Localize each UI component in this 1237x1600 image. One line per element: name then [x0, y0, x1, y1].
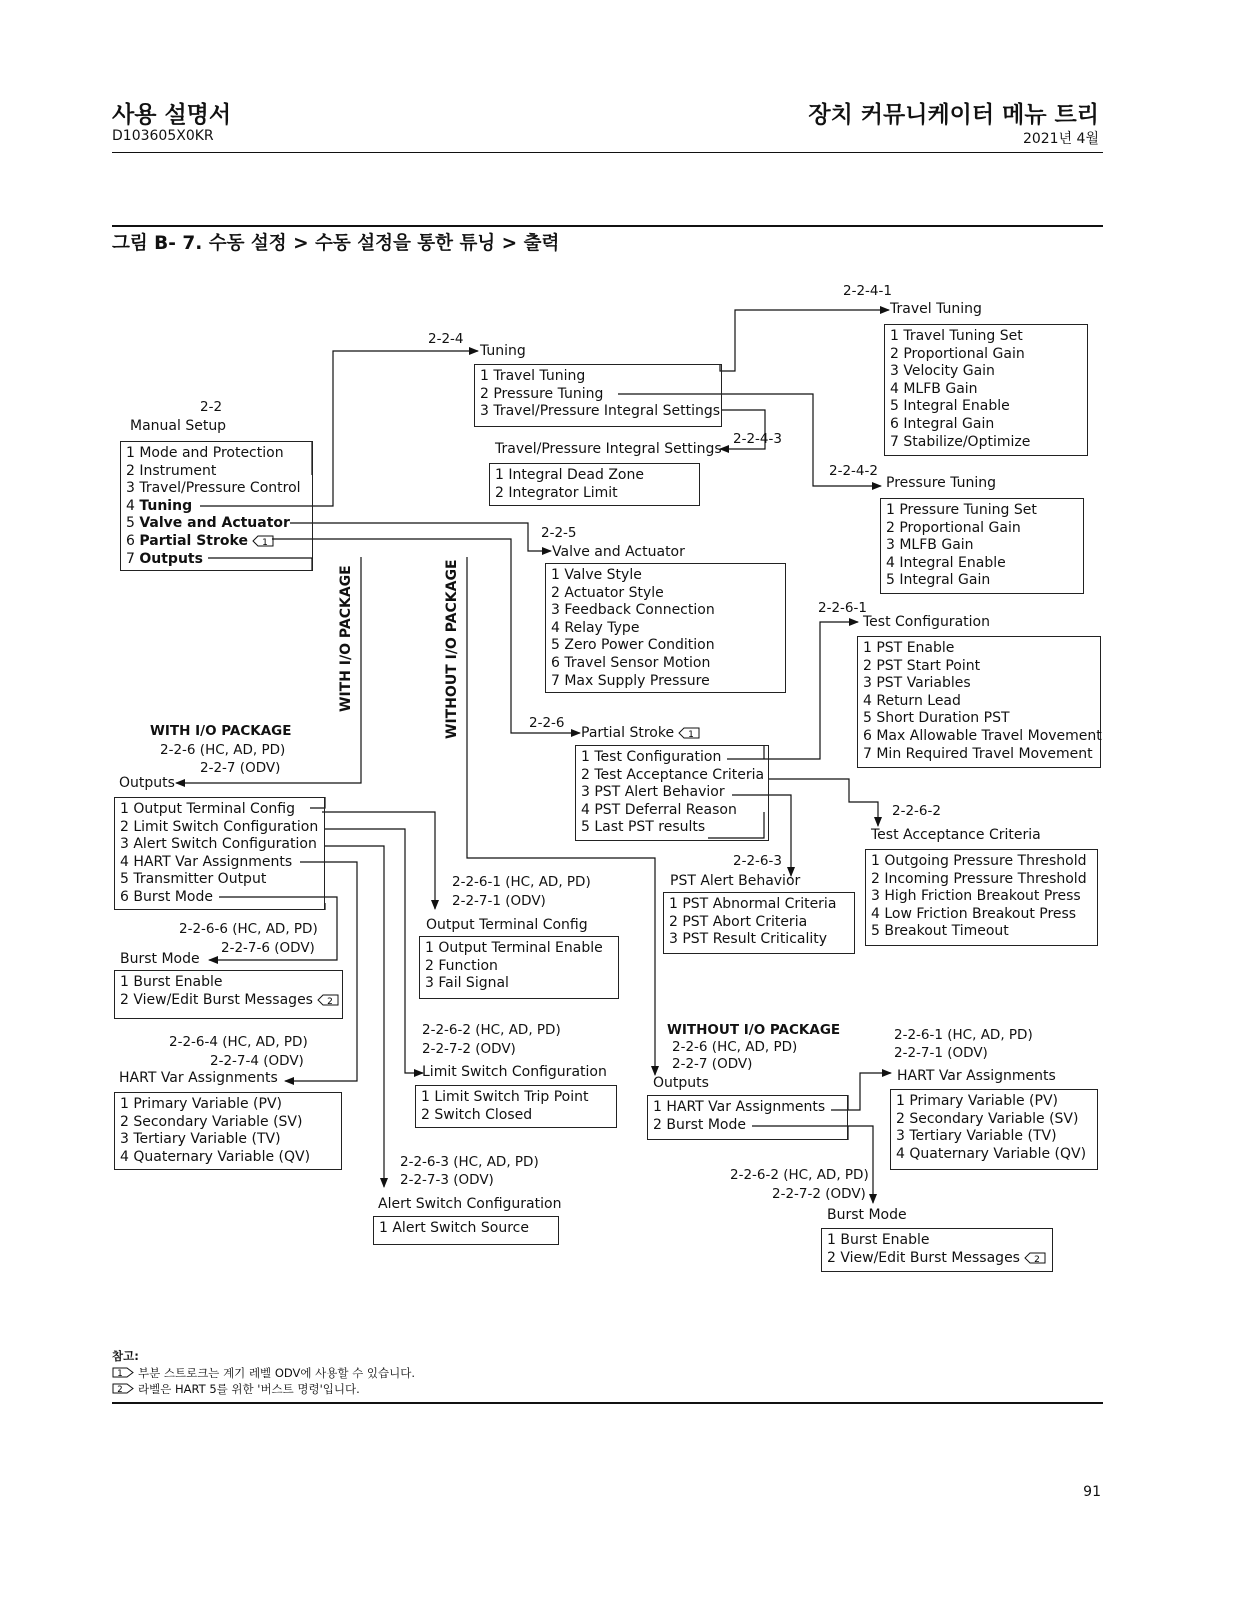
- wire-travel-tuning: [720, 310, 889, 371]
- menu-item[interactable]: 1 Outgoing Pressure Threshold: [871, 853, 1087, 869]
- tp-integral-box: [489, 463, 700, 506]
- menu-item[interactable]: 2 Actuator Style: [551, 584, 664, 601]
- note-1-marker-icon: [112, 1367, 134, 1378]
- menu-item[interactable]: 2 Burst Mode: [653, 1116, 746, 1133]
- manual-setup-box: [120, 441, 313, 571]
- node-id: 2-2-7 (ODV): [200, 760, 281, 776]
- wire-valve-actuator: [290, 523, 551, 551]
- partial-stroke-title: Partial Stroke 1: [581, 725, 700, 742]
- figure-bottom-rule: [112, 1402, 1103, 1404]
- note-2: 2 라벨은 HART 5를 위한 '버스트 명령'입니다.: [112, 1381, 360, 1397]
- valve-actuator-title: Valve and Actuator: [552, 544, 685, 560]
- menu-item[interactable]: 4 Quaternary Variable (QV): [120, 1148, 311, 1165]
- menu-item[interactable]: 2 Limit Switch Configuration: [120, 818, 319, 835]
- node-id: 2-2-7-4 (ODV): [210, 1053, 304, 1069]
- svg-text:2: 2: [117, 1385, 123, 1394]
- svg-text:1: 1: [262, 537, 268, 547]
- menu-item[interactable]: 3 Feedback Connection: [551, 602, 715, 619]
- travel-tuning-title: Travel Tuning: [890, 301, 982, 317]
- menu-item[interactable]: 3 Velocity Gain: [890, 363, 995, 380]
- menu-item[interactable]: 4 MLFB Gain: [890, 380, 978, 397]
- limit-switch-title: Limit Switch Configuration: [422, 1064, 607, 1080]
- wire-limit-switch: [325, 829, 423, 1073]
- node-id: 2-2-5: [541, 525, 577, 541]
- menu-item[interactable]: 6 Max Allowable Travel Movement: [863, 727, 1102, 744]
- menu-item[interactable]: 2 Secondary Variable (SV): [896, 1110, 1079, 1127]
- node-id: 2-2-6-2 (HC, AD, PD): [422, 1022, 561, 1038]
- menu-item[interactable]: 1 Primary Variable (PV): [120, 1096, 282, 1112]
- menu-item[interactable]: 2 Switch Closed: [421, 1106, 533, 1123]
- hart-io-box: [114, 1092, 342, 1170]
- menu-item[interactable]: 5 Short Duration PST: [863, 710, 1010, 727]
- menu-item[interactable]: 1 PST Enable: [863, 640, 955, 656]
- menu-item[interactable]: 3 Alert Switch Configuration: [120, 836, 317, 853]
- menu-item[interactable]: 1 Travel Tuning Set: [890, 328, 1023, 344]
- node-id: 2-2-6-3: [733, 853, 782, 869]
- menu-item[interactable]: 2 Incoming Pressure Threshold: [871, 870, 1087, 887]
- hart-noio-title: HART Var Assignments: [897, 1068, 1056, 1084]
- menu-item[interactable]: 2 Instrument: [126, 462, 217, 479]
- menu-item[interactable]: 5 Breakout Timeout: [871, 923, 1009, 940]
- menu-item[interactable]: 5 Zero Power Condition: [551, 637, 715, 654]
- hart-noio-box: [890, 1089, 1098, 1170]
- hart-io-title: HART Var Assignments: [119, 1070, 278, 1086]
- menu-item[interactable]: 3 Tertiary Variable (TV): [120, 1131, 281, 1148]
- with-io-vertical-label: WITH I/O PACKAGE: [338, 565, 354, 712]
- menu-item[interactable]: 1 Output Terminal Config: [120, 801, 295, 817]
- node-id: 2-2-6 (HC, AD, PD): [672, 1039, 798, 1055]
- svg-text:1: 1: [688, 730, 694, 739]
- node-id: 2-2-7 (ODV): [672, 1056, 753, 1072]
- package-label: WITHOUT I/O PACKAGE: [667, 1022, 841, 1038]
- node-id: 2-2-4: [428, 331, 464, 347]
- without-io-vertical-label: WITHOUT I/O PACKAGE: [444, 559, 460, 739]
- output-terminal-title: Output Terminal Config: [426, 917, 588, 933]
- svg-text:2: 2: [1034, 1254, 1040, 1264]
- partial-stroke-box: [575, 745, 769, 841]
- pst-alert-title: PST Alert Behavior: [670, 873, 801, 889]
- wire-partial-stroke: [272, 539, 580, 733]
- menu-item[interactable]: 1 Alert Switch Source: [379, 1220, 529, 1236]
- test-accept-box: [865, 849, 1098, 946]
- node-id: 2-2-6-1: [818, 600, 867, 616]
- menu-item[interactable]: 6 Burst Mode: [120, 888, 213, 905]
- node-id: 2-2-6-4 (HC, AD, PD): [169, 1034, 308, 1050]
- menu-item[interactable]: 1 Travel Tuning: [480, 368, 586, 384]
- test-config-box: [857, 636, 1101, 768]
- node-id: 2-2-7-6 (ODV): [221, 940, 315, 956]
- manual-setup-title: Manual Setup: [130, 418, 227, 434]
- node-id: 2-2-6-1 (HC, AD, PD): [452, 874, 591, 890]
- menu-item[interactable]: 4 Relay Type: [551, 619, 640, 636]
- menu-item[interactable]: 1 Burst Enable: [120, 974, 223, 990]
- menu-item[interactable]: 2 Pressure Tuning: [480, 385, 604, 402]
- doc-number: D103605X0KR: [112, 128, 214, 144]
- menu-item[interactable]: 1 Output Terminal Enable: [425, 940, 603, 956]
- node-id: 2-2-6-2: [892, 803, 941, 819]
- menu-item[interactable]: 1 Mode and Protection: [126, 445, 284, 461]
- menu-item[interactable]: 1 Limit Switch Trip Point: [421, 1089, 589, 1105]
- tp-integral-title: Travel/Pressure Integral Settings: [495, 441, 722, 457]
- burst-noio-box: [821, 1228, 1053, 1272]
- node-id: 2-2-7-2 (ODV): [772, 1186, 866, 1202]
- outputs-noio-title: Outputs: [653, 1075, 709, 1091]
- pst-alert-box: [663, 892, 855, 954]
- tuning-box: [474, 364, 722, 427]
- menu-item[interactable]: 4 Return Lead: [863, 692, 961, 709]
- menu-item[interactable]: 1 PST Abnormal Criteria: [669, 896, 837, 912]
- node-id: 2-2-4-2: [829, 463, 878, 479]
- tuning-title: Tuning: [480, 343, 526, 359]
- node-id: 2-2-6-3 (HC, AD, PD): [400, 1154, 539, 1170]
- menu-item[interactable]: 1 HART Var Assignments: [653, 1099, 826, 1115]
- note-2-tag-icon: [1024, 1252, 1046, 1264]
- menu-item[interactable]: 6 Travel Sensor Motion: [551, 654, 711, 671]
- menu-item[interactable]: 7 Max Supply Pressure: [551, 672, 710, 689]
- node-id: 2-2-7-1 (ODV): [894, 1045, 988, 1061]
- menu-item[interactable]: 2 Proportional Gain: [890, 345, 1025, 362]
- page-number: 91: [1083, 1484, 1101, 1500]
- note-2-tag-icon: [317, 994, 339, 1006]
- manual-title: 사용 설명서: [112, 102, 232, 128]
- menu-item[interactable]: 3 Travel/Pressure Control: [126, 480, 301, 497]
- menu-item-valve-actuator[interactable]: 5 Valve and Actuator: [126, 515, 290, 532]
- menu-item[interactable]: 3 PST Result Criticality: [669, 931, 828, 948]
- notes-heading: 참고:: [112, 1349, 139, 1363]
- figure-title: 그림 B- 7. 수동 설정 > 수동 설정을 통한 튜닝 > 출력: [112, 233, 560, 254]
- menu-item[interactable]: 1 Test Configuration: [581, 749, 722, 765]
- menu-item-outputs[interactable]: 7 Outputs: [126, 550, 203, 567]
- node-id: 2-2-7-3 (ODV): [400, 1172, 494, 1188]
- limit-switch-box: [415, 1085, 617, 1128]
- menu-item[interactable]: 5 Last PST results: [581, 819, 706, 836]
- menu-item[interactable]: 2 PST Abort Criteria: [669, 913, 808, 930]
- travel-tuning-box: [884, 324, 1088, 456]
- alert-switch-title: Alert Switch Configuration: [378, 1196, 562, 1212]
- menu-item[interactable]: 4 Low Friction Breakout Press: [871, 905, 1077, 922]
- menu-item[interactable]: 3 High Friction Breakout Press: [871, 888, 1081, 905]
- menu-item[interactable]: 2 Test Acceptance Criteria: [581, 766, 765, 783]
- menu-item[interactable]: 1 Primary Variable (PV): [896, 1093, 1058, 1109]
- node-id: 2-2-4-1: [843, 283, 892, 299]
- alert-switch-box: [373, 1216, 559, 1245]
- menu-item[interactable]: 3 PST Alert Behavior: [581, 784, 725, 801]
- menu-item[interactable]: 2 PST Start Point: [863, 657, 981, 674]
- menu-item[interactable]: 1 Integral Dead Zone: [495, 467, 644, 483]
- menu-item[interactable]: 4 HART Var Assignments: [120, 853, 293, 870]
- menu-item[interactable]: 2 View/Edit Burst Messages 2: [827, 1250, 1048, 1268]
- menu-item-partial-stroke[interactable]: 6 Partial Stroke 1: [126, 533, 308, 551]
- pressure-tuning-title: Pressure Tuning: [886, 475, 997, 491]
- menu-item[interactable]: 7 Min Required Travel Movement: [863, 745, 1093, 762]
- valve-actuator-box: [545, 563, 786, 693]
- node-id: 2-2: [200, 399, 223, 415]
- burst-io-box: [114, 970, 343, 1019]
- menu-item[interactable]: 1 Burst Enable: [827, 1232, 930, 1248]
- note-2-marker-icon: [112, 1383, 134, 1394]
- test-accept-title: Test Acceptance Criteria: [871, 827, 1041, 843]
- menu-item-tuning[interactable]: 4 Tuning: [126, 497, 193, 514]
- test-config-title: Test Configuration: [863, 614, 990, 630]
- note-1: 1 부분 스트로크는 계기 레벨 ODV에 사용할 수 있습니다.: [112, 1365, 415, 1381]
- section-title: 장치 커뮤니케이터 메뉴 트리: [808, 102, 1099, 128]
- pressure-tuning-box: [880, 498, 1084, 594]
- menu-item[interactable]: 3 PST Variables: [863, 675, 971, 692]
- node-id: 2-2-7-2 (ODV): [422, 1041, 516, 1057]
- svg-text:2: 2: [327, 996, 333, 1006]
- wire-output-terminal: [322, 812, 435, 909]
- menu-item[interactable]: 5 Integral Enable: [890, 398, 1010, 415]
- node-id: 2-2-6-6 (HC, AD, PD): [179, 921, 318, 937]
- doc-date: 2021년 4월: [1022, 131, 1099, 147]
- node-id: 2-2-7-1 (ODV): [452, 893, 546, 909]
- menu-item[interactable]: 6 Integral Gain: [890, 415, 995, 432]
- menu-item[interactable]: 4 PST Deferral Reason: [581, 801, 737, 818]
- menu-item[interactable]: 3 MLFB Gain: [886, 537, 974, 554]
- package-label: WITH I/O PACKAGE: [150, 723, 292, 739]
- node-id: 2-2-6: [529, 715, 565, 731]
- menu-item[interactable]: 3 Tertiary Variable (TV): [896, 1128, 1057, 1145]
- burst-noio-title: Burst Mode: [827, 1207, 907, 1223]
- menu-item[interactable]: 2 Integrator Limit: [495, 484, 618, 501]
- menu-item[interactable]: 2 View/Edit Burst Messages 2: [120, 992, 338, 1010]
- note-1-tag-icon: [678, 727, 700, 739]
- menu-item[interactable]: 3 Fail Signal: [425, 975, 509, 992]
- node-id: 2-2-6-1 (HC, AD, PD): [894, 1027, 1033, 1043]
- svg-text:1: 1: [117, 1369, 123, 1378]
- menu-item[interactable]: 5 Integral Gain: [886, 572, 991, 589]
- output-terminal-box: [419, 936, 619, 999]
- menu-item[interactable]: 2 Secondary Variable (SV): [120, 1113, 303, 1130]
- menu-item[interactable]: 2 Function: [425, 957, 498, 974]
- menu-item[interactable]: 4 Integral Enable: [886, 554, 1006, 571]
- node-id: 2-2-4-3: [733, 431, 782, 447]
- menu-item[interactable]: 4 Quaternary Variable (QV): [896, 1145, 1087, 1162]
- outputs-noio-box: [647, 1095, 848, 1140]
- outputs-io-title: Outputs: [119, 775, 175, 791]
- note-1-tag-icon: [252, 535, 274, 547]
- menu-item[interactable]: 1 Valve Style: [551, 567, 642, 583]
- menu-item[interactable]: 3 Travel/Pressure Integral Settings: [480, 403, 721, 420]
- menu-item[interactable]: 2 Proportional Gain: [886, 519, 1021, 536]
- burst-io-title: Burst Mode: [120, 951, 200, 967]
- menu-item[interactable]: 5 Transmitter Output: [120, 871, 267, 888]
- node-id: 2-2-6 (HC, AD, PD): [160, 742, 286, 758]
- wire-test-accept: [769, 779, 878, 826]
- node-id: 2-2-6-2 (HC, AD, PD): [730, 1167, 869, 1183]
- menu-item[interactable]: 1 Pressure Tuning Set: [886, 502, 1037, 518]
- outputs-io-box: [114, 797, 325, 910]
- menu-item[interactable]: 7 Stabilize/Optimize: [890, 433, 1031, 450]
